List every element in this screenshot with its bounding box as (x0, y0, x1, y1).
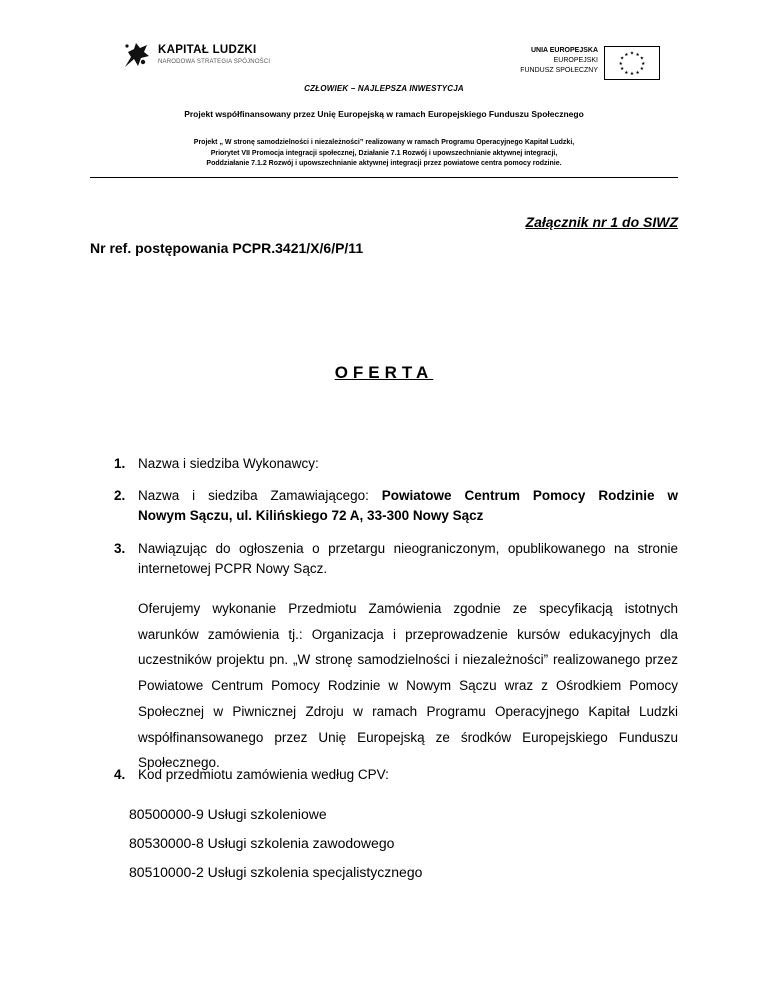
eu-flag-icon (604, 46, 660, 80)
svg-text:★: ★ (635, 52, 640, 58)
svg-text:★: ★ (624, 70, 629, 76)
list-item-4 (114, 765, 678, 785)
project-line-3: Poddziałanie 7.1.2 Rozwój i upowszechnianie aktywnej integracji przez powiatowe centra pomocy rodzinie. (206, 160, 562, 167)
svg-text:★: ★ (620, 67, 625, 73)
contracting-authority-label: Nazwa i siedziba Zamawiającego: (138, 488, 382, 503)
motto: CZŁOWIEK – NAJLEPSZA INWESTYCJA (304, 84, 464, 93)
eu-logo-line2: EUROPEJSKI (553, 57, 598, 64)
eu-logo-text (520, 46, 598, 76)
svg-text:★: ★ (624, 52, 629, 58)
svg-text:★: ★ (618, 61, 623, 67)
list-item-text (138, 486, 678, 526)
kapital-ludzki-name: KAPITAŁ LUDZKI (158, 44, 257, 56)
list-item-2 (114, 486, 678, 526)
svg-text:★: ★ (635, 70, 640, 76)
document-title: OFERTA (334, 363, 434, 382)
list-item-text (138, 539, 678, 579)
header-divider (90, 177, 678, 178)
project-description (80, 138, 688, 170)
list-item-number: 4. (114, 767, 126, 782)
list-item-1 (114, 454, 678, 474)
list-item-text-line-1 (138, 486, 678, 506)
kapital-ludzki-emblem-icon (122, 40, 152, 70)
list-item-text-line-1: Nawiązując do ogłoszenia o przetargu nieograniczonym, opublikowanego na stronie (138, 541, 678, 556)
kapital-ludzki-subtitle: NARODOWA STRATEGIA SPÓJNOŚCI (158, 59, 271, 65)
project-line-1: Projekt „ W stronę samodzielności i niezależności” realizowany w ramach Programu Operacyjnego Kapitał Ludzki, (193, 139, 575, 146)
list-item-number: 1. (114, 456, 126, 471)
list-item-text: Nazwa i siedziba Wykonawcy: (138, 456, 319, 471)
cpv-code-1: 80500000-9 Usługi szkoleniowe (129, 806, 327, 822)
list-item-text-line-2: internetowej PCPR Nowy Sącz. (138, 561, 328, 576)
contracting-authority-address: Nowym Sączu, ul. Kilińskiego 72 A, 33-300 Nowy Sącz (138, 508, 484, 523)
svg-text:★: ★ (629, 72, 635, 78)
svg-text:★: ★ (639, 67, 644, 73)
list-item-text: Kod przedmiotu zamówienia według CPV: (138, 767, 389, 782)
list-item-3 (114, 539, 678, 579)
svg-text:★: ★ (629, 51, 635, 57)
contracting-authority-name: Powiatowe Centrum Pomocy Rodzinie w (381, 488, 678, 503)
svg-text:★: ★ (639, 56, 644, 62)
cofinanced-statement: Projekt współfinansowany przez Unię Europejską w ramach Europejskiego Funduszu Społecznego (184, 109, 584, 119)
list-item-number: 2. (114, 488, 126, 503)
cpv-code-2: 80530000-8 Usługi szkolenia zawodowego (129, 835, 395, 851)
eu-logo-line3: FUNDUSZ SPOŁECZNY (520, 67, 598, 74)
svg-text:★: ★ (641, 61, 646, 67)
offer-paragraph: Oferujemy wykonanie Przedmiotu Zamówienia zgodnie ze specyfikacją istotnych warunków zamówienia tj.: Organizacja i przeprowadzenie kursów edukacyjnych dla uczestników projektu pn. „W stronę samodzielności i niezależności” realizowanego przez Powiatowe Centrum Pomocy Rodzinie w Nowym Sączu wraz z Ośrodkiem Pomocy Społecznej w Piwnicznej Zdroju w ramach Programu Operacyjnego Kapitał Ludzki współfinansowanego przez Unię Europejską ze środków Europejskiego Funduszu Społecznego. (138, 601, 678, 771)
eu-logo-line1: UNIA EUROPEJSKA (530, 47, 598, 54)
project-line-2: Priorytet VII Promocja integracji społecznej, Działanie 7.1 Rozwój i upowszechnianie aktywnej integracji, (210, 149, 558, 157)
svg-text:★: ★ (620, 56, 625, 62)
attachment-label: Załącznik nr 1 do SIWZ (525, 214, 678, 230)
eu-logo (510, 46, 660, 80)
cpv-code-3: 80510000-2 Usługi szkolenia specjalistycznego (129, 864, 423, 880)
kapital-ludzki-logo (122, 40, 282, 74)
list-item-number: 3. (114, 541, 126, 556)
list-item-text-line-2 (138, 506, 678, 526)
reference-number: Nr ref. postępowania PCPR.3421/X/6/P/11 (90, 240, 364, 256)
